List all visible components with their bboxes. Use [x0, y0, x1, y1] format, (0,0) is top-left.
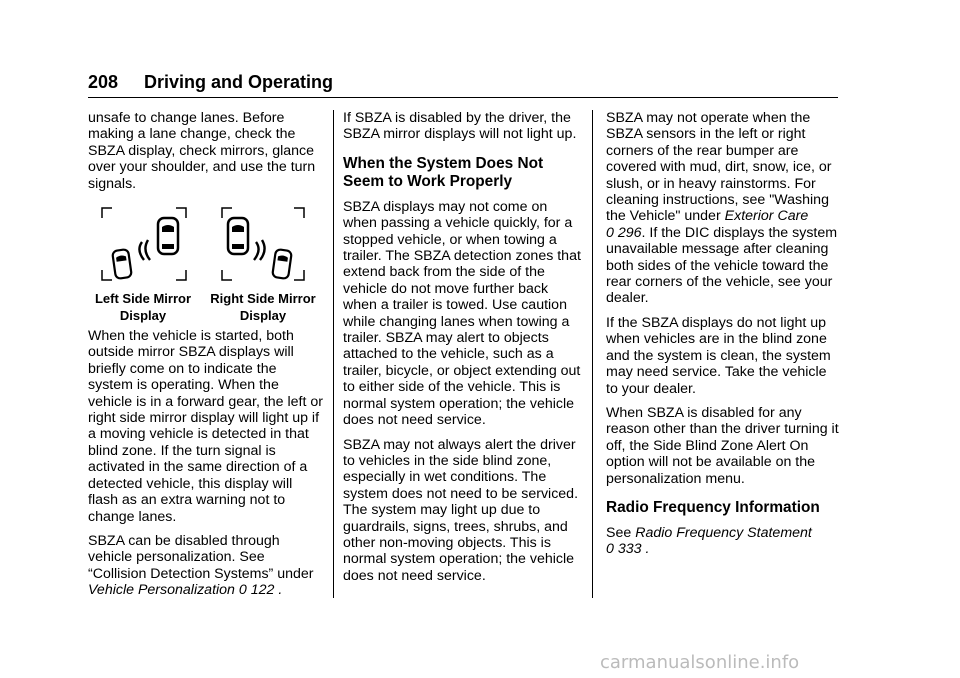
paragraph: unsafe to change lanes. Before making a lane change, check the SBZA display, check mirrors, glance over your shoulder, and use the turn signals. — [88, 110, 316, 192]
car-icon — [158, 218, 178, 254]
watermark: carmanualsonline.info — [600, 652, 800, 673]
paragraph: SBZA can be disabled through vehicle personalization. See “Collision Detection Systems” under Vehicle Personalization 0 122 . — [88, 532, 314, 599]
section-heading: When the System Does Not Seem to Work Properly — [343, 154, 544, 190]
page-reference[interactable]: 0 296 — [606, 224, 642, 241]
cross-reference-link[interactable]: Vehicle Personalization — [88, 582, 235, 599]
paragraph: If SBZA is disabled by the driver, the SBZA mirror displays will not light up. — [343, 110, 577, 143]
detection-waves-icon — [139, 240, 150, 260]
paragraph: SBZA may not operate when the SBZA sensors in the left or right corners of the rear bumper are covered with mud, dirt, snow, ice, or slush, or in heavy rainstorms. For cleaning instructions, see "Washing the Vehicle" under Exterior Care 0 296. If the DIC displays the system unavailable message after cleaning both sides of the vehicle toward the rear corners of the vehicle, see your dealer. — [606, 110, 838, 307]
cross-reference-link[interactable]: Radio Frequency Statement — [635, 524, 812, 541]
paragraph: If the SBZA displays do not light up when vehicles are in the blind zone and the system is clean, the system may need service. Take the vehicle to your dealer. — [606, 314, 831, 397]
car-icon — [272, 249, 292, 279]
section-heading: Radio Frequency Information — [606, 498, 820, 516]
paragraph: SBZA displays may not come on when passing a vehicle quickly, for a stopped vehicle, or when towing a trailer. The SBZA detection zones that extend back from the side of the vehicle do not move further back when a trailer is towed. Use caution while changing lanes when towing a trailer. SBZA may alert to objects attached to the vehicle, such as a trailer, bicycle, or object extending out to either side of the vehicle. This is normal system operation; the vehicle does not need service. — [343, 198, 581, 429]
car-icon — [112, 249, 132, 279]
header-rule — [88, 97, 838, 98]
column-3 — [606, 110, 841, 566]
section-title: Driving and Operating — [144, 72, 334, 92]
paragraph: See Radio Frequency Statement 0 333 . — [606, 524, 812, 558]
detection-waves-icon — [254, 240, 265, 260]
cross-reference-link[interactable]: Exterior Care — [724, 208, 809, 225]
page-number: 208 — [88, 72, 119, 92]
column-divider-2 — [592, 110, 593, 598]
mirror-display-illustration — [88, 200, 323, 290]
paragraph: SBZA may not always alert the driver to vehicles in the side blind zone, especially in wet conditions. The system does not need to be serviced. The system may light up due to guardrails, signs, trees, shrubs, and other non-moving objects. This is normal system operation; the vehicle does not need service. — [343, 436, 579, 584]
column-2 — [343, 110, 583, 592]
page-reference[interactable]: 0 333 . — [606, 541, 650, 558]
left-mirror-caption: Left Side Mirror Display — [94, 291, 192, 324]
car-icon — [228, 218, 248, 254]
page-header — [88, 70, 838, 96]
paragraph: When SBZA is disabled for any reason other than the driver turning it off, the Side Blind Zone Alert On option will not be available on the personalization menu. — [606, 404, 839, 487]
column-1 — [88, 110, 323, 607]
page-reference[interactable]: 0 122 . — [238, 582, 283, 599]
paragraph: When the vehicle is started, both outside mirror SBZA displays will briefly come on to indicate the system is operating. When the vehicle is in a forward gear, the left or right side mirror display will light up if a moving vehicle is detected in that blind zone. If the turn signal is activated in the same direction of a detected vehicle, this display will flash as an extra warning not to change lanes. — [88, 328, 324, 525]
mirror-display-figure — [88, 200, 323, 324]
column-divider-1 — [333, 110, 334, 598]
right-mirror-caption: Right Side Mirror Display — [210, 291, 316, 324]
